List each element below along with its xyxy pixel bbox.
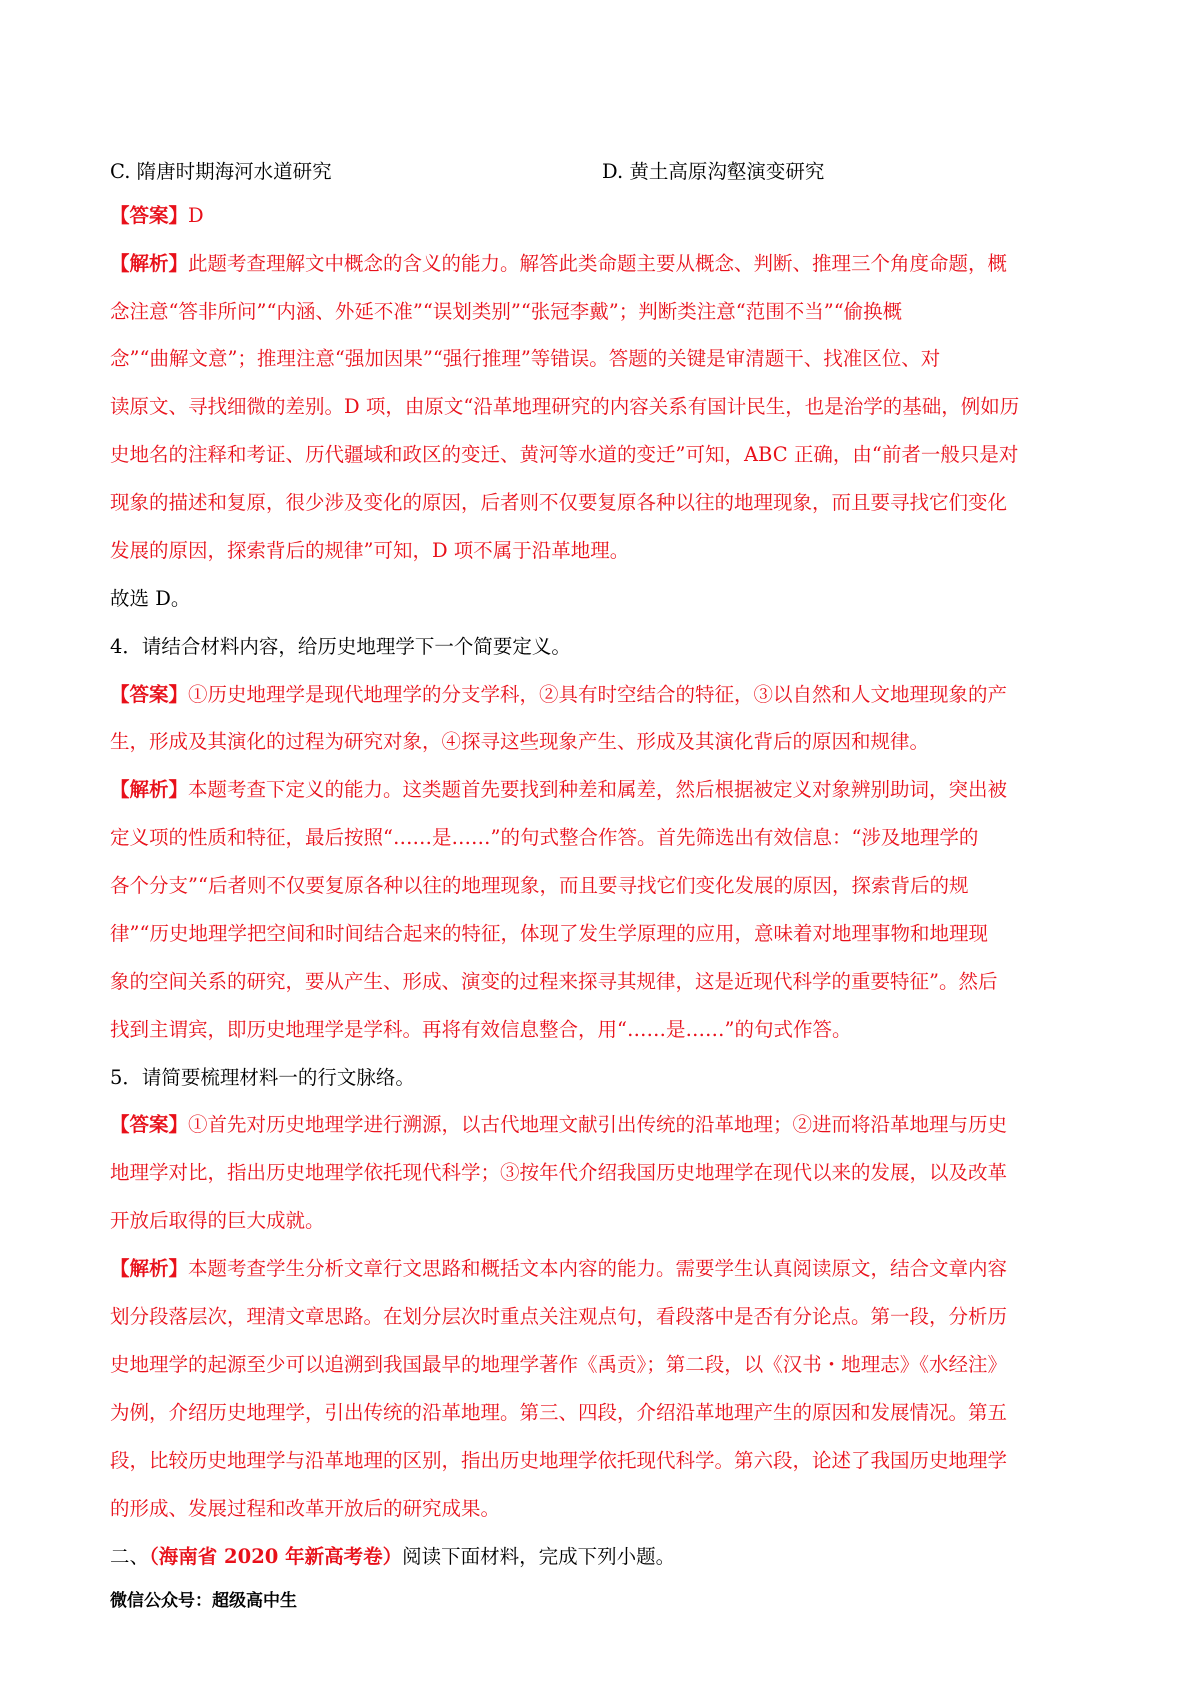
analysis-tag: 【解析】	[110, 778, 189, 801]
q4-answer-line: 生，形成及其演化的过程为研究对象，④探寻这些现象产生、形成及其演化背后的原因和规律。	[110, 730, 930, 753]
q5-analysis-line: 史地理学的起源至少可以追溯到我国最早的地理学著作《禹贡》；第二段，以《汉书・地理志》《水经注》	[110, 1353, 1008, 1376]
q4-analysis-line: 象的空间关系的研究，要从产生、形成、演变的过程来探寻其规律，这是近现代科学的重要特征”。然后	[110, 970, 998, 993]
answer-tag: 【答案】	[110, 683, 189, 706]
option-c: C. 隋唐时期海河水道研究	[110, 160, 332, 183]
q3-answer	[110, 204, 204, 228]
answer-tag: 【答案】	[110, 204, 189, 227]
section-prefix: 二、	[110, 1545, 150, 1568]
q5-answer-line	[110, 1113, 1007, 1137]
q4-answer-line	[110, 683, 1007, 707]
answer-text: ①历史地理学是现代地理学的分支学科，②具有时空结合的特征，③以自然和人文地理现象的产	[188, 683, 1008, 706]
section-text: 阅读下面材料，完成下列小题。	[402, 1545, 676, 1568]
answer-tag: 【答案】	[110, 1113, 189, 1136]
q5-question: 5．请简要梳理材料一的行文脉络。	[110, 1066, 415, 1089]
q4-analysis-line: 各个分支”“后者则不仅要复原各种以往的地理现象，而且要寻找它们变化发展的原因，探索背后的规	[110, 874, 969, 897]
section-two-heading	[110, 1545, 675, 1569]
q5-analysis-line: 的形成、发展过程和改革开放后的研究成果。	[110, 1497, 501, 1520]
option-d: D. 黄土高原沟壑演变研究	[602, 160, 825, 183]
q3-analysis-line: 念”“曲解文意”；推理注意“强加因果”“强行推理”等错误。答题的关键是审清题干、找准区位、对	[110, 347, 941, 370]
q4-analysis-line: 找到主谓宾，即历史地理学是学科。再将有效信息整合，用“……是……”的句式作答。	[110, 1018, 852, 1041]
analysis-text: 本题考查下定义的能力。这类题首先要找到种差和属差，然后根据被定义对象辨别助词，突出被	[188, 778, 1008, 801]
q3-analysis-line: 发展的原因，探索背后的规律”可知，D 项不属于沿革地理。	[110, 539, 630, 562]
q3-analysis-line: 读原文、寻找细微的差别。D 项，由原文“沿革地理研究的内容关系有国计民生，也是治学的基础，例如历	[110, 395, 1020, 418]
q4-question: 4．请结合材料内容，给历史地理学下一个简要定义。	[110, 635, 571, 658]
q5-analysis-line: 为例，介绍历史地理学，引出传统的沿革地理。第三、四段，介绍沿革地理产生的原因和发展情况。第五	[110, 1401, 1008, 1424]
footer-wechat: 微信公众号：超级高中生	[110, 1591, 297, 1611]
analysis-text: 本题考查学生分析文章行文思路和概括文本内容的能力。需要学生认真阅读原文，结合文章内容	[188, 1257, 1008, 1280]
q4-analysis-line: 律”“历史地理学把空间和时间结合起来的特征，体现了发生学原理的应用，意味着对地理事物和地理现	[110, 922, 988, 945]
q3-analysis-line: 念注意“答非所问”“内涵、外延不准”“误划类别”“张冠李戴”；判断类注意“范围不当”“偷换概	[110, 300, 903, 323]
q5-answer-line: 开放后取得的巨大成就。	[110, 1209, 325, 1232]
q3-analysis-line	[110, 252, 1007, 276]
q5-analysis-line: 段，比较历史地理学与沿革地理的区别，指出历史地理学依托现代科学。第六段，论述了我国历史地理学	[110, 1449, 1008, 1472]
analysis-tag: 【解析】	[110, 1257, 189, 1280]
answer-text: D	[188, 204, 204, 227]
q3-conclusion: 故选 D。	[110, 587, 191, 610]
q5-analysis-line	[110, 1257, 1007, 1281]
section-source: （海南省 2020 年新高考卷）	[149, 1545, 403, 1568]
q3-analysis-line: 现象的描述和复原，很少涉及变化的原因，后者则不仅要复原各种以往的地理现象，而且要寻找它们变化	[110, 491, 1008, 514]
q3-analysis-line: 史地名的注释和考证、历代疆域和政区的变迁、黄河等水道的变迁”可知，ABC 正确，由“前者一般只是对	[110, 443, 1019, 466]
analysis-tag: 【解析】	[110, 252, 189, 275]
q4-analysis-line	[110, 778, 1007, 802]
analysis-text: 此题考查理解文中概念的含义的能力。解答此类命题主要从概念、判断、推理三个角度命题，概	[188, 252, 1008, 275]
q4-analysis-line: 定义项的性质和特征，最后按照“……是……”的句式整合作答。首先筛选出有效信息：“涉及地理学的	[110, 826, 979, 849]
answer-text: ①首先对历史地理学进行溯源，以古代地理文献引出传统的沿革地理；②进而将沿革地理与历史	[188, 1113, 1008, 1136]
q5-answer-line: 地理学对比，指出历史地理学依托现代科学；③按年代介绍我国历史地理学在现代以来的发展，以及改革	[110, 1161, 1008, 1184]
q5-analysis-line: 划分段落层次，理清文章思路。在划分层次时重点关注观点句，看段落中是否有分论点。第一段，分析历	[110, 1305, 1008, 1328]
